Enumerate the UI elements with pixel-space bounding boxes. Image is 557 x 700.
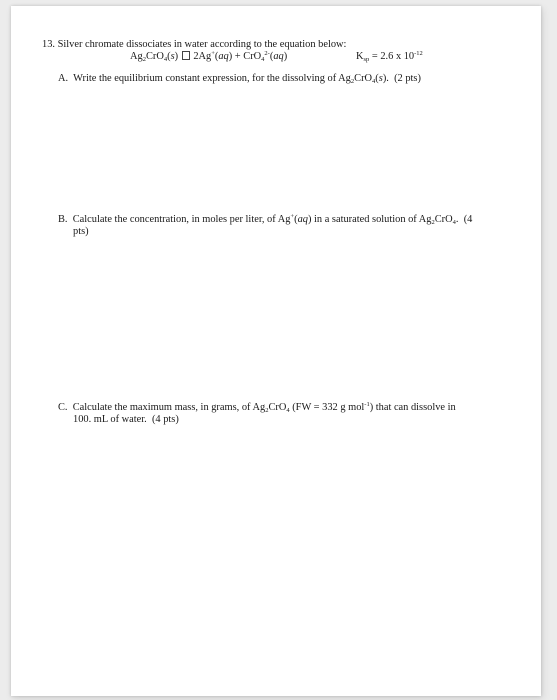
question-intro-text: 13. Silver chromate dissociates in water according to the equation below:	[42, 39, 347, 50]
part-c-prompt: C. Calculate the maximum mass, in grams, of $Ag_2CrO_4$ (FW = 332 g mol$^{-1}$) that can dissolve in 100. mL of water. (4 pts)	[58, 401, 456, 425]
part-b-prompt: B. Calculate the concentration, in moles per liter, of Ag+(aq) in a saturated solution of $Ag_2CrO_4$. (4 pts)	[58, 213, 473, 237]
dissociation-equation	[130, 51, 287, 63]
question-13-intro	[42, 39, 346, 51]
part-a-prompt: A. Write the equilibrium constant expression, for the dissolving of $Ag_2CrO_4(s)$. (2 pts)	[58, 73, 421, 85]
equation-reactant: $Ag_2CrO_4(s)$	[130, 51, 179, 63]
worksheet-page	[11, 6, 541, 696]
equilibrium-arrow-glyph	[182, 51, 190, 60]
ksp-value: $K_{sp} = 2.6$ x $10^{-12}$	[356, 50, 423, 63]
equation-products: 2Ag+(aq) + CrO$_4^{2‑}$(aq)	[193, 50, 288, 63]
